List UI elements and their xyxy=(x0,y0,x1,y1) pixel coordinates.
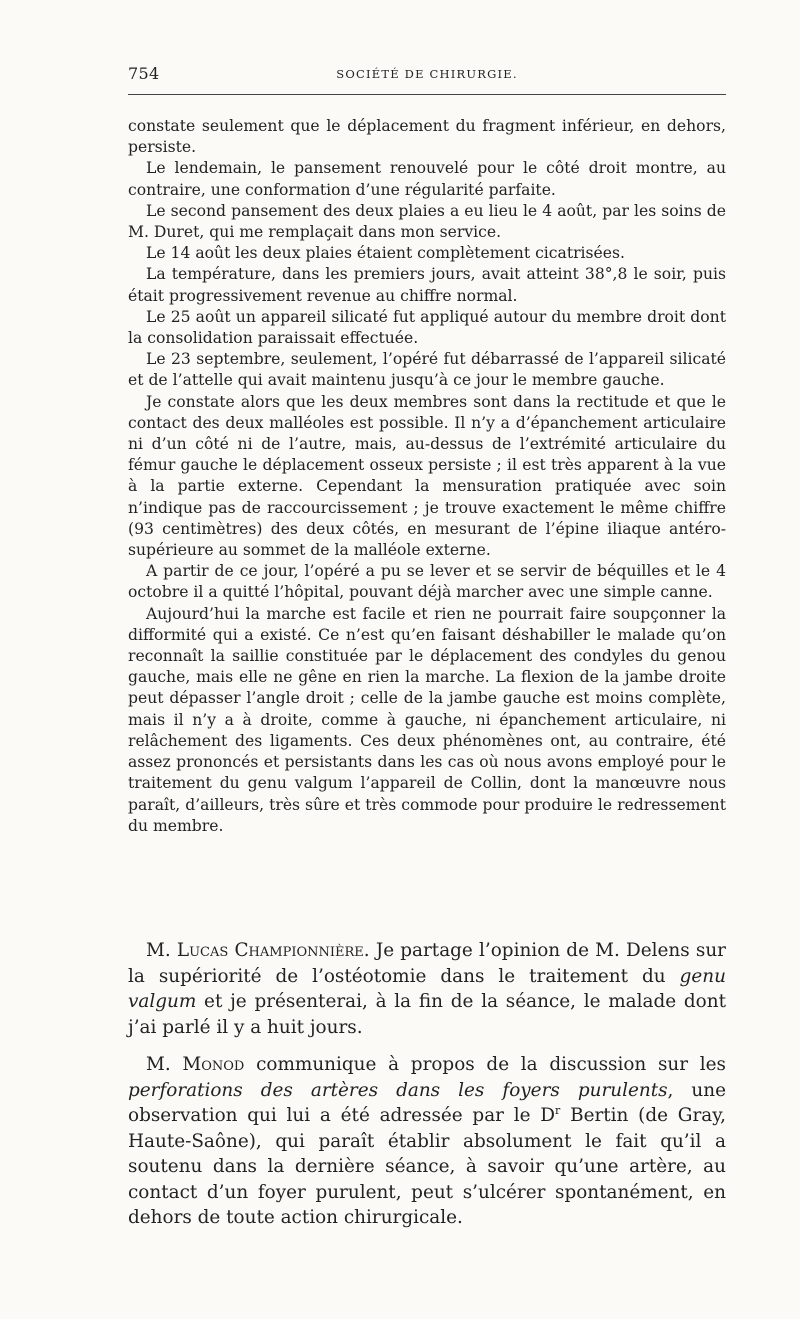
discussion-text xyxy=(128,938,726,1243)
monod-remark xyxy=(128,1052,726,1231)
title-prefix: M. xyxy=(146,1054,183,1075)
paragraph-7: Le 23 septembre, seulement, l’opéré fut débarrassé de l’appareil silicaté et de l’attelle qui avait maintenu jusqu’à ce jour le membre gauche. xyxy=(128,350,726,390)
paragraph-6: Le 25 août un appareil silicaté fut appliqué autour du membre droit dont la consolidation paraissait effectuée. xyxy=(128,307,726,348)
paragraph-8: Je constate alors que les deux membres sont dans la rectitude et que le contact des deux malléoles est possible. Il n’y a d’épanchement articulaire ni d’un côté ni de l’autre, mais, au-dessus de l’extrémité articulaire du fémur gauche le déplacement osseux persiste ; il est très apparent à la vue à la partie externe. Cependant la mensuration pratiquée avec soin n’indique pas de raccourcissement ; je trouve exactement le même chiffre (93 centimètres) des deux côtés, en mesurant de l’épine iliaque antéro-supérieure au sommet de la malléole externe. xyxy=(128,392,726,560)
speaker-name: Lucas Championnière xyxy=(176,940,364,961)
remark-text: , une observation qui lui a été adressée par le D xyxy=(128,1079,726,1126)
page-number: 754 xyxy=(128,64,160,83)
paragraph-10: Aujourd’hui la marche est facile et rien ne pourrait faire soupçonner la difformité qui a existé. Ce n’est qu’en faisant déshabiller le malade qu’on reconnaît la saillie constituée par le déplacement des condyles du genou gauche, mais elle ne gêne en rien la marche. La flexion de la jambe droite peut dépasser l’angle droit ; celle de la jambe gauche est moins complète, mais il n’y a à droite, comme à gauche, ni épanchement articulaire, ni relâchement des ligaments. Ces deux phénomènes ont, au contraire, été assez prononcés et persistants dans les cas où nous avons employé pour le traitement du genu valgum l’appareil de Collin, dont la manœuvre nous paraît, d’ailleurs, très sûre et très commode pour produire le redressement du membre. xyxy=(128,604,726,835)
paragraph-3: Le second pansement des deux plaies a eu lieu le 4 août, par les soins de M. Duret, qui me remplaçait dans mon service. xyxy=(128,201,726,242)
paragraph-4: Le 14 août les deux plaies étaient complètement cicatrisées. xyxy=(146,244,625,263)
paragraph-2: Le lendemain, le pansement renouvelé pour le côté droit montre, au contraire, une conformation d’une régularité parfaite. xyxy=(128,159,726,199)
case-report-text xyxy=(128,116,726,837)
italic-term: perforations des artères dans les foyers purulents xyxy=(128,1079,668,1101)
speaker-name: Monod xyxy=(182,1054,245,1075)
remark-text: communique à propos de la discussion sur les xyxy=(244,1054,726,1075)
paragraph-1: constate seulement que le déplacement du fragment inférieur, en dehors, persiste. xyxy=(128,117,726,157)
italic-term: genu valgum xyxy=(128,965,726,1012)
remark-text: Bertin (de Gray, Haute-Saône), qui paraît établir absolument le fait qu’il a soutenu dans la dernière séance, à savoir qu’une artère, au contact d’un foyer purulent, peut s’ulcérer spontanément, en dehors de toute action chirurgicale. xyxy=(128,1105,726,1228)
title-prefix: M. xyxy=(146,940,177,961)
remark-text: et je présenterai, à la fin de la séance, le malade dont j’ai parlé il y a huit jours. xyxy=(128,991,726,1038)
page-header xyxy=(128,64,726,95)
remark-text: . Je partage l’opinion de M. Delens sur la supériorité de l’ostéotomie dans le traitement du xyxy=(128,940,726,987)
lucas-championniere-remark xyxy=(128,938,726,1040)
paragraph-9: A partir de ce jour, l’opéré a pu se lever et se servir de béquilles et le 4 octobre il a quitté l’hôpital, pouvant déjà marcher avec une simple canne. xyxy=(128,562,726,602)
paragraph-5: La température, dans les premiers jours, avait atteint 38°,8 le soir, puis était progressivement revenue au chiffre normal. xyxy=(128,265,726,305)
superscript: r xyxy=(555,1103,561,1117)
running-head: SOCIÉTÉ DE CHIRURGIE. xyxy=(336,67,518,81)
